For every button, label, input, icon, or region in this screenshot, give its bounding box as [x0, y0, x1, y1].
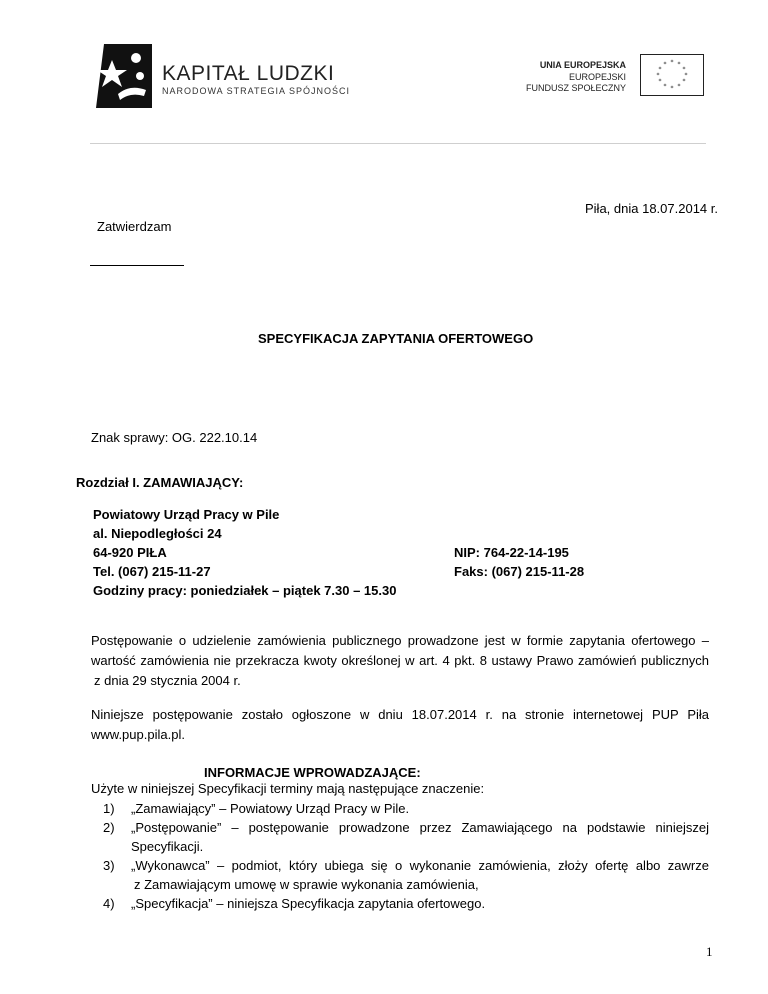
- svg-text:*: *: [684, 72, 688, 79]
- contact-hours: Godziny pracy: poniedziałek – piątek 7.30 – 15.30: [93, 583, 397, 598]
- svg-text:*: *: [682, 66, 686, 73]
- case-number: Znak sprawy: OG. 222.10.14: [91, 430, 258, 445]
- document-title: SPECYFIKACJA ZAPYTANIA OFERTOWEGO: [258, 331, 534, 346]
- paragraph-line: z dnia 29 stycznia 2004 r.: [94, 673, 241, 688]
- contact-street: al. Niepodległości 24: [93, 526, 222, 541]
- list-item: [103, 799, 709, 818]
- list-item-number: 2): [103, 820, 115, 835]
- signature-line: [90, 265, 184, 266]
- logo-subtitle: NARODOWA STRATEGIA SPÓJNOŚCI: [162, 86, 351, 96]
- svg-text:*: *: [663, 61, 667, 68]
- list-item-text: „Postępowanie” – postępowanie prowadzone przez Zamawiającego na podstawie niniejszej: [131, 820, 709, 835]
- paragraph-line: wartość zamówienia nie przekracza kwoty określonej w art. 4 pkt. 8 ustawy Prawo zamówień publicznych: [91, 653, 709, 668]
- list-item-number: 4): [103, 896, 115, 911]
- eu-label-line2: EUROPEJSKI: [568, 72, 626, 82]
- intro-text: Użyte w niniejszej Specyfikacji terminy mają następujące znaczenie:: [91, 781, 485, 796]
- contact-name: Powiatowy Urząd Pracy w Pile: [93, 507, 280, 522]
- kapital-ludzki-emblem-icon: [96, 44, 152, 108]
- header-divider: [90, 143, 706, 144]
- paragraph-line: Niniejsze postępowanie zostało ogłoszone w dniu 18.07.2014 r. na stronie internetowej PUP Piła: [91, 707, 709, 722]
- svg-text:*: *: [658, 78, 662, 85]
- svg-text:*: *: [677, 83, 681, 90]
- svg-text:*: *: [682, 78, 686, 85]
- contact-nip: NIP: 764-22-14-195: [454, 545, 569, 560]
- list-item-text: „Zamawiający” – Powiatowy Urząd Pracy w Pile.: [131, 801, 410, 816]
- list-item: [103, 856, 709, 894]
- svg-text:*: *: [663, 83, 667, 90]
- section-heading: Rozdział I. ZAMAWIAJĄCY:: [76, 475, 244, 490]
- eu-label-line1: UNIA EUROPEJSKA: [539, 60, 626, 70]
- logo-title: KAPITAŁ LUDZKI: [162, 62, 335, 85]
- list-item-text: Specyfikacji.: [131, 839, 204, 854]
- list-item: [103, 894, 709, 913]
- list-item-text: z Zamawiającym umowę w sprawie wykonania zamówienia,: [134, 877, 479, 892]
- list-item-number: 3): [103, 858, 115, 873]
- svg-text:*: *: [670, 59, 674, 66]
- list-item: [103, 818, 709, 856]
- kapital-ludzki-logo: [96, 44, 152, 108]
- contact-fax: Faks: (067) 215-11-28: [454, 564, 585, 579]
- paragraph-line: Postępowanie o udzielenie zamówienia publicznego prowadzone jest w formie zapytania ofertowego –: [91, 633, 709, 648]
- svg-text:*: *: [677, 61, 681, 68]
- list-item-number: 1): [103, 801, 115, 816]
- eu-label-line3: FUNDUSZ SPOŁECZNY: [525, 83, 626, 93]
- page-number: 1: [706, 944, 713, 959]
- eu-flag: [640, 54, 704, 96]
- announcement-paragraph: [91, 705, 709, 745]
- svg-text:*: *: [658, 66, 662, 73]
- svg-text:*: *: [656, 72, 660, 79]
- paragraph-line: www.pup.pila.pl.: [91, 727, 185, 742]
- place-date: Piła, dnia 18.07.2014 r.: [585, 201, 718, 216]
- eu-stars-icon: [641, 55, 703, 95]
- procedure-paragraph: [91, 631, 709, 691]
- list-item-text: „Specyfikacja” – niniejsza Specyfikacja zapytania ofertowego.: [131, 896, 486, 911]
- list-item-text: „Wykonawca” – podmiot, który ubiega się o wykonanie zamówienia, złoży ofertę albo zawrze: [131, 858, 709, 873]
- svg-text:*: *: [670, 85, 674, 92]
- intro-heading: INFORMACJE WPROWADZAJĄCE:: [204, 765, 421, 780]
- approval-label: Zatwierdzam: [97, 219, 172, 234]
- contact-phone: Tel. (067) 215-11-27: [93, 564, 211, 579]
- contact-city: 64-920 PIŁA: [93, 545, 167, 560]
